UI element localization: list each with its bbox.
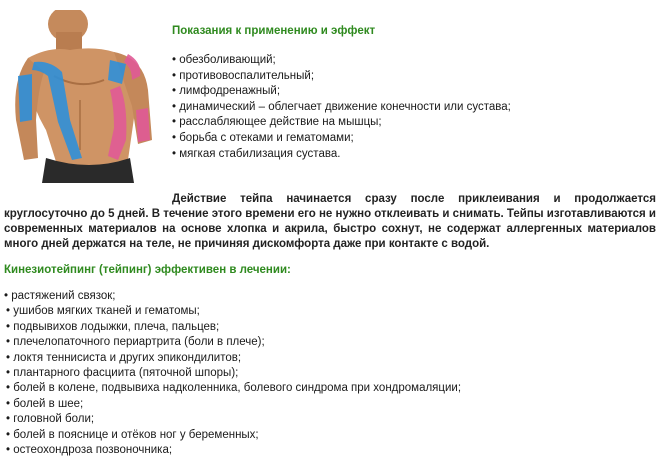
- list-item: • плантарного фасциита (пяточной шпоры);: [6, 367, 239, 380]
- man-with-kinesio-tape-image: [10, 10, 160, 183]
- list-item: • болей в шее;: [6, 397, 84, 410]
- list-item: • борьба с отеками и гематомами;: [172, 131, 354, 144]
- list-item: • мягкая стабилизация сустава.: [172, 147, 341, 160]
- list-item: • болей в колене, подвывиха надколенника, болевого синдрома при хондромаляции;: [6, 382, 462, 395]
- list-item: • противовоспалительный;: [172, 69, 315, 82]
- list-item: • динамический – облегчает движение конечности или сустава;: [172, 100, 511, 113]
- description-paragraph: Действие тейпа начинается сразу после приклеивания и продолжается круглосуточно до 5 дней. В течение этого времени его не нужно отклеивать и снимать. Тейпы изготавливаются и современных материалов на основе хлопка и акрила, быстро сохнут, не содержат аллергенных материалов много дней держатся на теле, не причиняя дискомфорта даже при контакте с водой.: [4, 193, 656, 250]
- photo-illustration: [10, 10, 160, 183]
- treatment-list: [4, 289, 461, 458]
- list-item: • плечелопаточного периартрита (боли в плече);: [6, 336, 265, 349]
- list-item: • локтя теннисиста и других эпикондилитов;: [6, 351, 242, 364]
- section-heading-treatment: Кинезиотейпинг (тейпинг) эффективен в лечении:: [4, 264, 291, 276]
- list-item: • обезболивающий;: [172, 54, 276, 66]
- section-heading-indications: Показания к применению и эффект: [172, 25, 376, 37]
- list-item: • расслабляющее действие на мышцы;: [172, 116, 382, 129]
- list-item: • ушибов мягких тканей и гематомы;: [6, 305, 200, 318]
- list-item: • головной боли;: [6, 413, 95, 426]
- effects-list: [172, 53, 511, 162]
- list-item: • лимфодренажный;: [172, 85, 281, 98]
- list-item: • растяжений связок;: [4, 290, 116, 302]
- list-item: • остеохондроза позвоночника;: [6, 444, 173, 457]
- list-item: • болей в пояснице и отёков ног у беременных;: [6, 428, 259, 441]
- list-item: • подвывихов лодыжки, плеча, пальцев;: [6, 320, 220, 333]
